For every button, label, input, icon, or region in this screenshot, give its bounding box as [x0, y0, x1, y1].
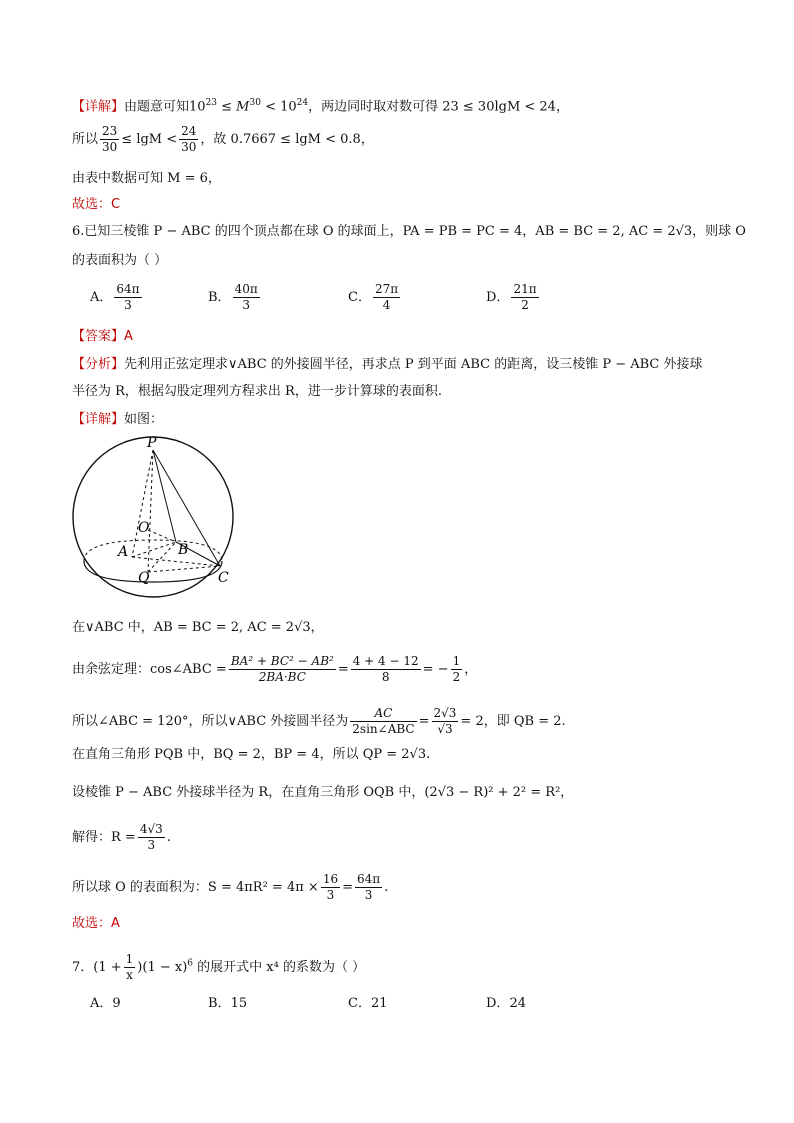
q6-option-d[interactable]: D． $\frac{21\pi}{2}$: [486, 282, 537, 312]
q6-analysis-line2: 半径为 R，根据勾股定理列方程求出 R，进一步计算球的表面积.: [72, 384, 442, 399]
q6-option-a[interactable]: A． $\frac{64\pi}{3}$: [90, 282, 140, 312]
q6-step7: 所以球 O 的表面积为：S = 4πR² = 4π × $\frac{16}{3}$ = $\frac{64\pi}{3}$ .: [72, 872, 389, 902]
label-p: P: [147, 435, 157, 451]
q6-analysis-line1: 【分析】先利用正弦定理求∨ABC 的外接圆半径，再求点 P 到平面 ABC 的距离，设三棱锥 P − ABC 外接球: [72, 357, 703, 372]
label-c: C: [218, 570, 229, 586]
q7-option-d[interactable]: D．24: [486, 996, 526, 1011]
detail-tag: 【详解】: [72, 99, 125, 115]
label-o: O: [138, 520, 150, 536]
fraction: $\frac{24}{30}$: [181, 124, 197, 154]
q7-option-a[interactable]: A．9: [90, 996, 121, 1011]
edge-qc: [148, 566, 220, 572]
q6-step6: 解得：R = $\frac{4√3}{3}$ .: [72, 822, 171, 852]
sphere-figure: [70, 430, 240, 600]
q6-step4: 在直角三角形 PQB 中，BQ = 2，BP = 4，所以 QP = 2√3.: [72, 747, 431, 762]
q6-option-b[interactable]: B． $\frac{40\pi}{3}$: [208, 282, 258, 312]
q6-step2: 由余弦定理：cos∠ABC = $\frac{\text{BA² + BC² − AB²}}{2BA\cdot BC}$ = $\frac{4 + 4 - 12}{8}$ = − $\frac{1}{2}$ ，: [72, 654, 478, 684]
label-b: B: [178, 542, 189, 558]
label-a: A: [118, 544, 129, 560]
q7-stem: 7．(1 + $\frac{1}{x}$ )$(1 - x)^6$ 的展开式中 x⁴ 的系数为（ ）: [72, 952, 366, 982]
q6-step3: 所以∠ABC = 120°，所以∨ABC 外接圆半径为 $\frac{AC}{\text{2sin∠ABC}}$ = $\frac{2√3}{√3}$ = 2，即 QB = 2.: [72, 706, 566, 736]
edge-pb: [153, 450, 176, 542]
q6-choice: 故选：A: [72, 916, 120, 931]
q6-answer: 【答案】A: [72, 329, 133, 344]
q5-detail-line2: 所以 $\frac{23}{30}$ ≤ lgM < $\frac{24}{30}$ ，故 0.7667 ≤ lgM < 0.8，: [72, 124, 374, 154]
q6-stem-line2: 的表面积为（ ）: [72, 253, 168, 268]
q5-choice: 故选：C: [72, 197, 121, 212]
q7-option-c[interactable]: C．21: [348, 996, 388, 1011]
sphere-outline: [73, 437, 233, 597]
q6-option-c[interactable]: C． $\frac{27\pi}{4}$: [348, 282, 399, 312]
edge-pq: [148, 450, 153, 572]
circle-back: [84, 540, 222, 561]
q6-step5: 设棱锥 P − ABC 外接球半径为 R，在直角三角形 OQB 中，(2√3 − R)² + 2² = R²，: [72, 785, 574, 800]
edge-pa: [132, 450, 153, 557]
fraction: $\frac{23}{30}$: [102, 124, 118, 154]
q7-option-b[interactable]: B．15: [208, 996, 248, 1011]
circle-front: [84, 561, 222, 582]
q5-detail-line3: 由表中数据可知 M = 6，: [72, 171, 221, 186]
label-q: Q: [138, 570, 150, 586]
q6-stem-line1: 6.已知三棱锥 P − ABC 的四个顶点都在球 O 的球面上，PA = PB = PC = 4，AB = BC = 2, AC = 2√3，则球 O: [72, 224, 746, 239]
q6-step1: 在∨ABC 中，AB = BC = 2, AC = 2√3，: [72, 620, 324, 635]
q6-detail-intro: 【详解】如图：: [72, 412, 164, 427]
q5-detail-line1: 【详解】由题意可知$10^{23} \le M^{30} < 10^{24}$，两边同时取对数可得 23 ≤ 30lgM < 24，: [72, 98, 569, 115]
